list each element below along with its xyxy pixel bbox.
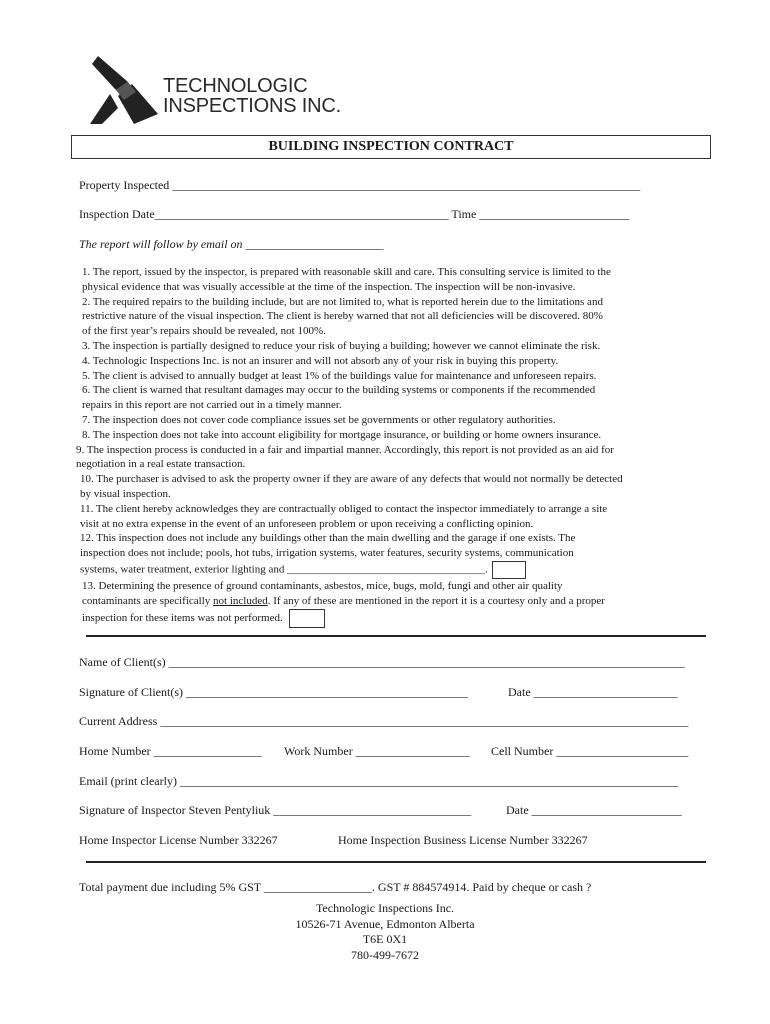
contract-title: BUILDING INSPECTION CONTRACT bbox=[71, 135, 711, 159]
cell-number-field[interactable]: Cell Number ______________________ bbox=[491, 744, 689, 758]
address-company: Technologic Inspections Inc. bbox=[315, 901, 455, 915]
initial-checkbox[interactable] bbox=[289, 609, 325, 628]
company-address bbox=[0, 901, 770, 963]
term-text: 12. This inspection does not include any buildings other than the main dwelling and the garage if one exists. The bbox=[80, 532, 576, 545]
work-number-field[interactable]: Work Number ___________________ bbox=[284, 744, 470, 758]
inspector-license: Home Inspector License Number 332267 bbox=[79, 833, 278, 847]
section-divider bbox=[86, 635, 706, 637]
business-license: Home Inspection Business License Number 332267 bbox=[338, 833, 588, 847]
term-5 bbox=[74, 369, 714, 384]
term-3 bbox=[74, 339, 714, 354]
term-text: physical evidence that was visually accessible at the time of the inspection. The inspection will be non-invasive. bbox=[82, 280, 576, 293]
term-text: 1. The report, issued by the inspector, is prepared with reasonable skill and care. This consulting service is limited to the bbox=[82, 266, 611, 278]
terms-list bbox=[74, 265, 714, 628]
term-8 bbox=[74, 428, 714, 443]
term-text: 10. The purchaser is advised to ask the property owner if they are aware of any defects that would not normally be detected bbox=[80, 473, 623, 486]
term-4 bbox=[74, 354, 714, 369]
term-text: 8. The inspection does not take into account eligibility for mortgage insurance, or building or home owners insurance. bbox=[82, 428, 602, 441]
property-inspected-field[interactable]: Property Inspected ______________________________________________________________________________ bbox=[79, 178, 641, 192]
address-phone: 780-499-7672 bbox=[351, 947, 419, 962]
address-postal: T6E 0X1 bbox=[362, 932, 408, 946]
term-text: repairs in this report are not carried out in a timely manner. bbox=[82, 399, 342, 412]
home-number-field[interactable]: Home Number __________________ bbox=[79, 744, 262, 758]
term-text: 5. The client is advised to annually budget at least 1% of the buildings value for maintenance and unforeseen repairs. bbox=[82, 369, 597, 382]
term-text bbox=[82, 609, 714, 628]
payment-line[interactable]: Total payment due including 5% GST __________________. GST # 884574914. Paid by cheque or cash ? bbox=[79, 880, 592, 894]
term-text: visit at no extra expense in the event of an unforeseen problem or upon receiving a conflicting opinion. bbox=[80, 517, 534, 530]
term-text bbox=[82, 594, 714, 609]
term-text: 9. The inspection process is conducted in a fair and impartial manner. Accordingly, this report is not provided as an aid for bbox=[76, 443, 614, 456]
email-report-field[interactable]: The report will follow by email on _______________________ bbox=[79, 237, 384, 251]
current-address-field[interactable]: Current Address ________________________________________________________________________________________ bbox=[79, 714, 689, 728]
term-text: negotiation in a real estate transaction. bbox=[76, 458, 246, 471]
term-text: by visual inspection. bbox=[80, 487, 171, 500]
term-2 bbox=[74, 295, 714, 339]
term-text: 11. The client hereby acknowledges they are contractually obliged to contact the inspector immediately to arrange a site bbox=[80, 502, 608, 515]
company-logo bbox=[88, 56, 158, 124]
term-9 bbox=[74, 443, 714, 473]
client-name-field[interactable]: Name of Client(s) ______________________________________________________________________________________ bbox=[79, 655, 685, 669]
term-7 bbox=[74, 413, 714, 428]
inspection-date-time-field[interactable]: Inspection Date_________________________________________________ Time _________________________ bbox=[79, 207, 630, 221]
term-text-part: . If any of these are mentioned in the report it is a courtesy only and a proper bbox=[267, 594, 605, 607]
term-10 bbox=[74, 472, 714, 502]
email-field[interactable]: Email (print clearly) ___________________________________________________________________________________ bbox=[79, 774, 678, 788]
term-text: 13. Determining the presence of ground contaminants, asbestos, mice, bugs, mold, fungi and other air quality bbox=[82, 579, 563, 592]
address-street: 10526-71 Avenue, Edmonton Alberta bbox=[295, 916, 475, 931]
inspector-date-field[interactable]: Date _________________________ bbox=[506, 803, 682, 817]
client-date-field[interactable]: Date ________________________ bbox=[508, 685, 678, 699]
term-13 bbox=[74, 579, 714, 628]
company-name-line2: INSPECTIONS INC. bbox=[163, 95, 341, 117]
term-11 bbox=[74, 502, 714, 532]
initial-checkbox[interactable] bbox=[492, 561, 526, 579]
term-text: restrictive nature of the visual inspection. The client is hereby warned that not all deficiencies will be discovered. 80% bbox=[82, 310, 603, 323]
term-text: 4. Technologic Inspections Inc. is not an insurer and will not absorb any of your risk in buying this property. bbox=[82, 354, 559, 367]
company-name-line1: TECHNOLOGIC bbox=[163, 75, 308, 97]
client-signature-field[interactable]: Signature of Client(s) _______________________________________________ bbox=[79, 685, 468, 699]
term-1 bbox=[74, 265, 714, 295]
term-text: 3. The inspection is partially designed to reduce your risk of buying a building; however we cannot eliminate the risk. bbox=[82, 339, 601, 352]
term-text: inspection does not include; pools, hot tubs, irrigation systems, water features, security systems, communication bbox=[80, 547, 574, 560]
term-text: 6. The client is warned that resultant damages may occur to the building systems or components if the recommended bbox=[82, 384, 596, 397]
term-6 bbox=[74, 383, 714, 413]
not-included-emphasis: not included bbox=[213, 594, 268, 607]
term-text-fill: inspection for these items was not performed. bbox=[82, 611, 283, 624]
term-text-part: contaminants are specifically bbox=[82, 594, 214, 607]
term-text-fill: systems, water treatment, exterior lighting and ____________________________________. bbox=[80, 563, 488, 576]
term-text: 2. The required repairs to the building include, but are not limited to, what is reported herein due to the limitations and bbox=[82, 295, 603, 308]
company-name bbox=[163, 76, 341, 116]
term-12 bbox=[74, 531, 714, 579]
term-text bbox=[80, 561, 714, 579]
section-divider bbox=[86, 861, 706, 863]
term-text: of the first year’s repairs should be revealed, not 100%. bbox=[82, 325, 326, 338]
inspector-signature-field[interactable]: Signature of Inspector Steven Pentyliuk _________________________________ bbox=[79, 803, 472, 817]
term-text: 7. The inspection does not cover code compliance issues set be governments or other regulatory authorities. bbox=[82, 413, 556, 426]
